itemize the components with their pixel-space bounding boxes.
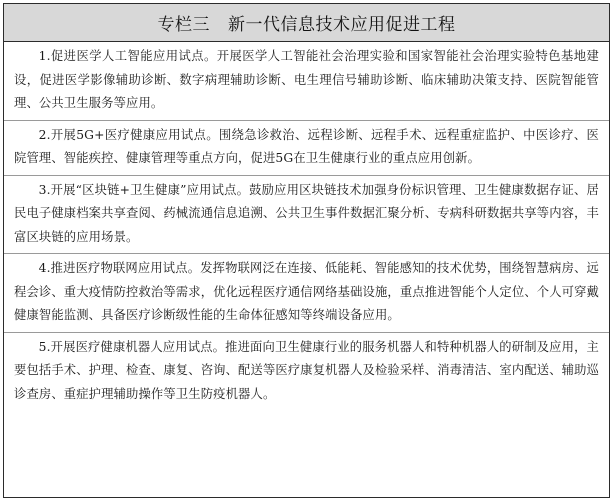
item-2 [4, 121, 609, 176]
box-label: 专栏三 [157, 15, 210, 35]
feature-box [3, 3, 610, 498]
item-3-text: 3.开展“区块链+卫生健康”应用试点。鼓励应用区块链技术加强身份标识管理、卫生健康数据存证、居民电子健康档案共享查阅、药械流通信息追溯、公共卫生事件数据汇聚分析、专病科研数据共享等内容，丰富区块链的应用场景。 [14, 182, 600, 244]
box-title [158, 10, 456, 35]
item-2-text: 2.开展5G+医疗健康应用试点。围绕急诊救治、远程诊断、远程手术、远程重症监护、中医诊疗、医院管理、智能疾控、健康管理等重点方向，促进5G在卫生健康行业的重点应用创新。 [14, 127, 599, 165]
item-5 [4, 333, 609, 411]
title-bar [4, 4, 609, 42]
item-4-text: 4.推进医疗物联网应用试点。发挥物联网泛在连接、低能耗、智能感知的技术优势，围绕智慧病房、远程会诊、重大疫情防控救治等需求，优化远程医疗通信网络基础设施，重点推进智能个人定位、个人可穿戴健康智能监测、具备医疗诊断级性能的生命体征感知等终端设备应用。 [14, 261, 600, 322]
item-4 [4, 254, 609, 333]
item-1 [4, 42, 609, 121]
item-1-text: 1.促进医学人工智能应用试点。开展医学人工智能社会治理实验和国家智能社会治理实验特色基地建设，促进医学影像辅助诊断、数字病理辅助诊断、电生理信号辅助诊断、临床辅助决策支持、医院智能管理、公共卫生服务等应用。 [14, 49, 599, 110]
item-5-text: 5.开展医疗健康机器人应用试点。推进面向卫生健康行业的服务机器人和特种机器人的研制及应用，主要包括手术、护理、检查、康复、咨询、配送等医疗康复机器人及检验采样、消毒清洁、室内配送、辅助巡诊查房、重症护理辅助操作等卫生防疫机器人。 [14, 339, 600, 401]
box-heading: 新一代信息技术应用促进工程 [228, 15, 456, 35]
item-3 [4, 176, 609, 255]
